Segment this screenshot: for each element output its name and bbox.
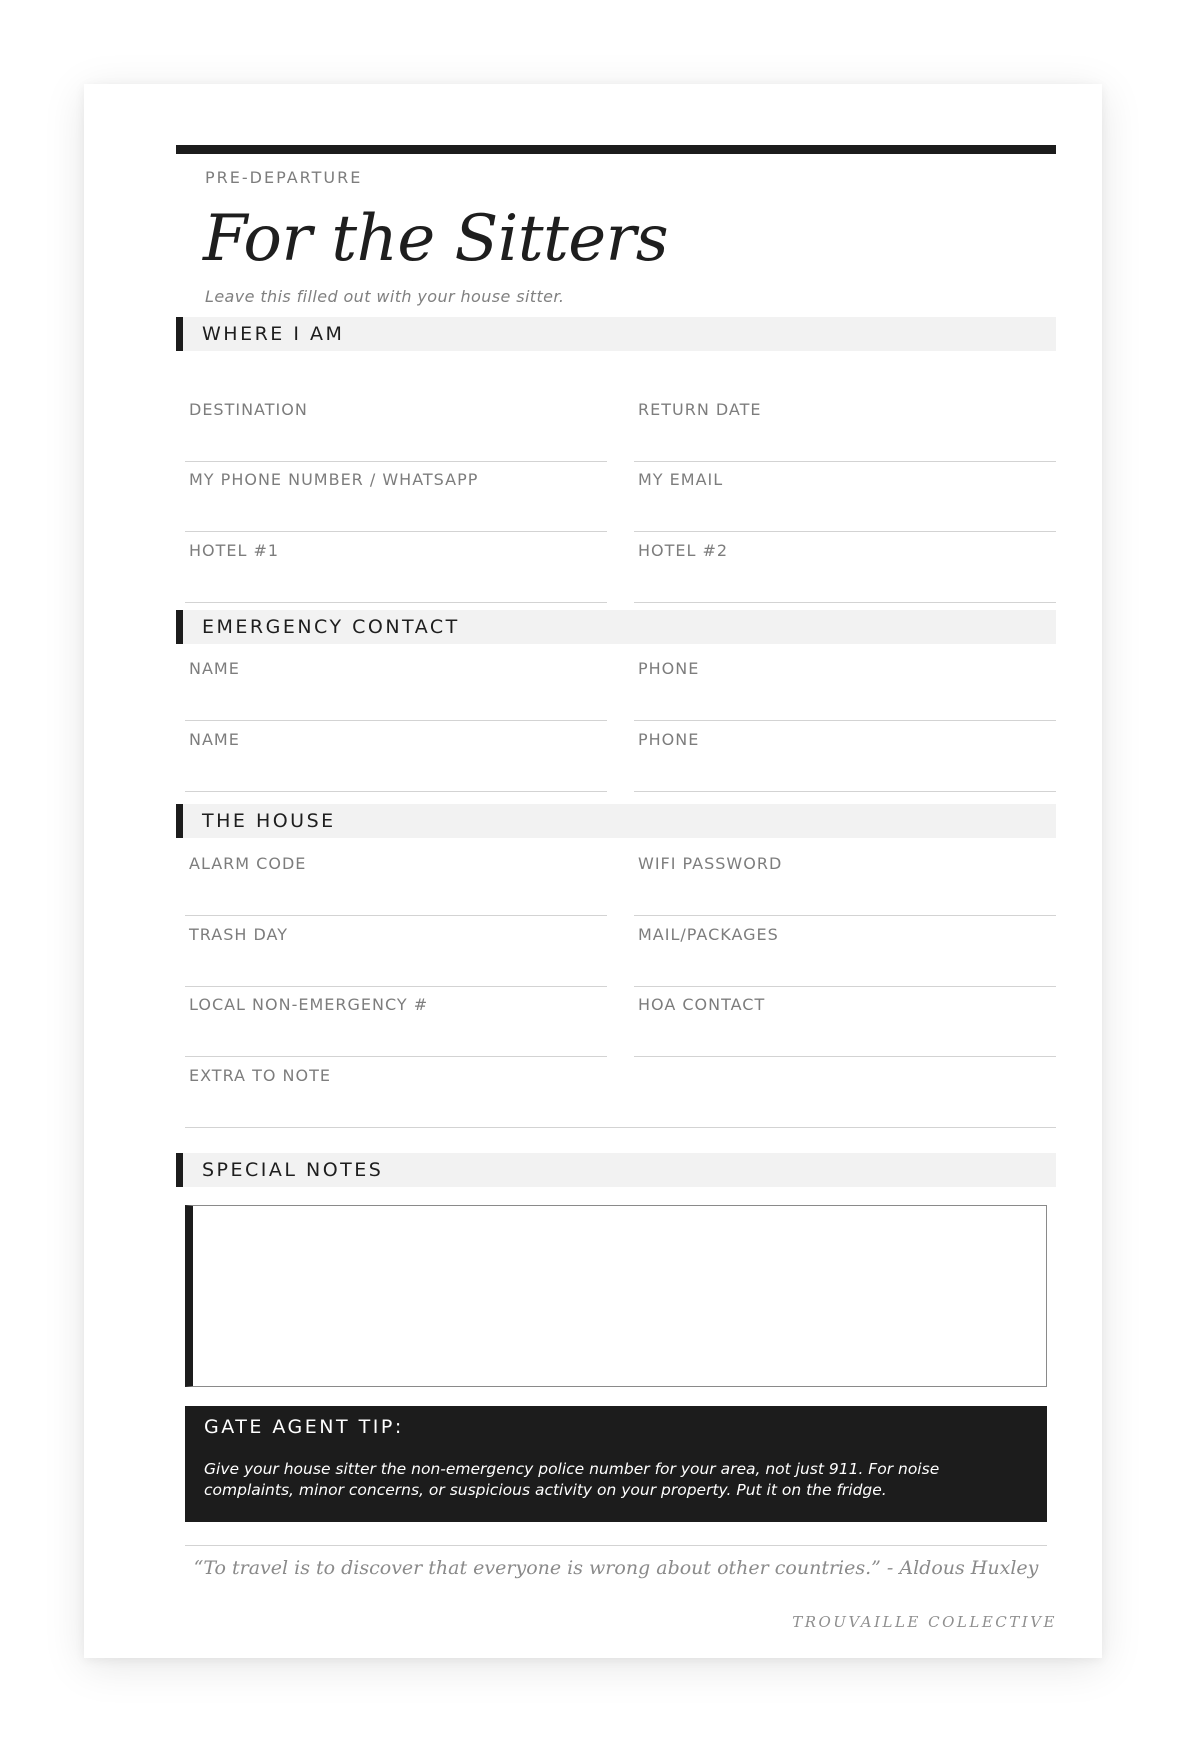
top-rule [176,145,1056,154]
field-label: MY EMAIL [638,470,724,489]
non-emergency-number-field[interactable] [185,986,607,1057]
emergency-phone-field-1[interactable] [634,650,1056,721]
section-title: SPECIAL NOTES [202,1159,384,1181]
brand-name: TROUVAILLE COLLECTIVE [792,1613,1057,1631]
return-date-field[interactable] [634,391,1056,462]
section-where-i-am [176,317,1056,351]
eyebrow-label: PRE-DEPARTURE [205,168,363,187]
emergency-phone-field-2[interactable] [634,721,1056,792]
section-title: WHERE I AM [202,323,345,345]
field-label: PHONE [638,730,700,749]
section-title: THE HOUSE [202,810,336,832]
hotel-2-field[interactable] [634,532,1056,603]
section-title: EMERGENCY CONTACT [202,616,460,638]
field-label: HOTEL #2 [638,541,729,560]
field-label: MY PHONE NUMBER / WHATSAPP [189,470,479,489]
tip-text: Give your house sitter the non-emergency police number for your area, not just 911. For noise complaints, minor concerns, or suspicious activity on your property. Put it on the fridge. [204,1460,940,1499]
planner-page [84,84,1102,1658]
page-title: For the Sitters [203,202,669,276]
section-special-notes [176,1153,1056,1187]
field-label: DESTINATION [189,400,308,419]
phone-number-field[interactable] [185,461,607,532]
field-label: PHONE [638,659,700,678]
emergency-name-field-1[interactable] [185,650,607,721]
mail-packages-field[interactable] [634,916,1056,987]
divider [185,1545,1047,1546]
special-notes-box[interactable] [185,1205,1047,1387]
section-emergency-contact [176,610,1056,644]
field-label: TRASH DAY [189,925,288,944]
field-label: HOA CONTACT [638,995,766,1014]
field-label: RETURN DATE [638,400,762,419]
destination-field[interactable] [185,391,607,462]
field-label: WIFI PASSWORD [638,854,783,873]
emergency-name-field-2[interactable] [185,721,607,792]
email-field[interactable] [634,461,1056,532]
footer-quote: “To travel is to discover that everyone is wrong about other countries.” - Aldous Huxley [193,1557,1039,1579]
hotel-1-field[interactable] [185,532,607,603]
wifi-password-field[interactable] [634,845,1056,916]
field-label: HOTEL #1 [189,541,280,560]
page-subtitle: Leave this filled out with your house sitter. [205,287,565,306]
field-label: MAIL/PACKAGES [638,925,779,944]
field-label: NAME [189,659,240,678]
extra-to-note-field[interactable] [185,1057,1056,1128]
field-label: EXTRA TO NOTE [189,1066,331,1085]
tip-title: GATE AGENT TIP: [204,1416,404,1438]
alarm-code-field[interactable] [185,845,607,916]
field-label: ALARM CODE [189,854,307,873]
hoa-contact-field[interactable] [634,986,1056,1057]
field-label: NAME [189,730,240,749]
gate-agent-tip [185,1406,1047,1522]
trash-day-field[interactable] [185,916,607,987]
field-label: LOCAL NON-EMERGENCY # [189,995,429,1014]
section-the-house [176,804,1056,838]
